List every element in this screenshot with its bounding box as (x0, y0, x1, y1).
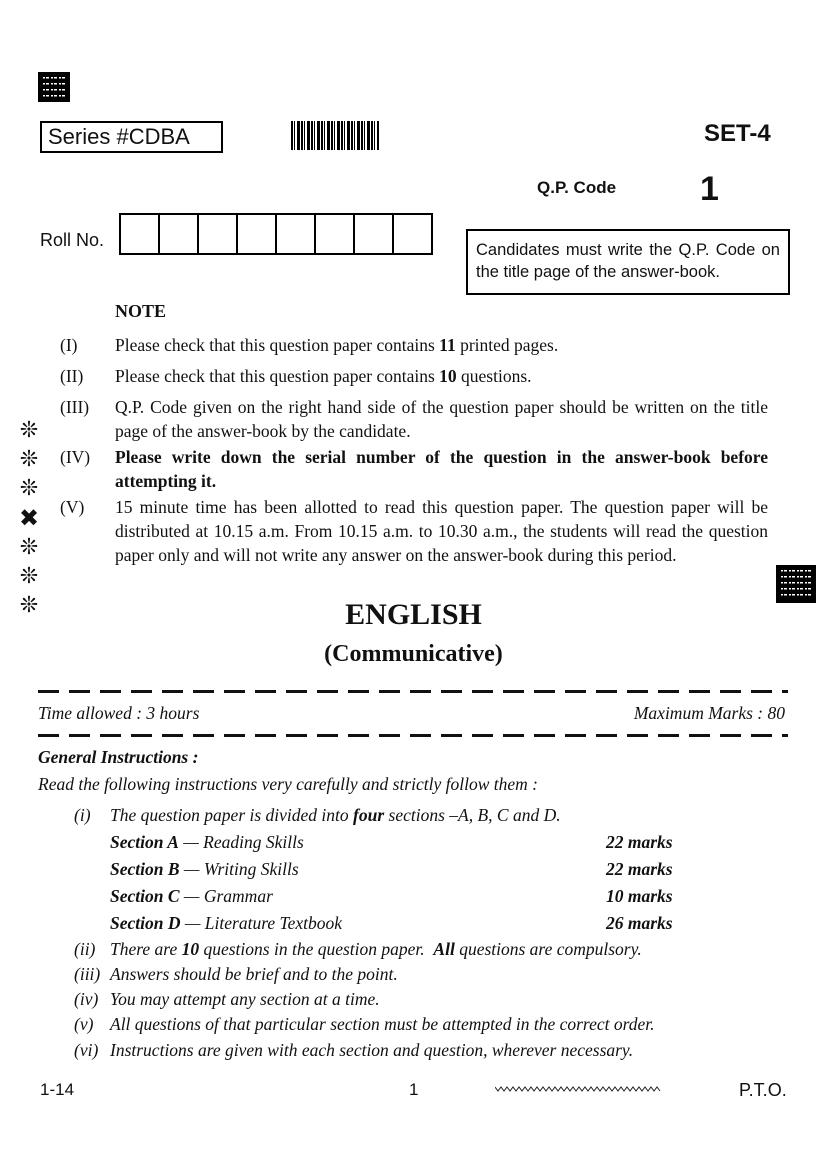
barcode-icon (291, 121, 379, 150)
asterisk-icon: ❊ (19, 564, 39, 589)
item-text: You may attempt any section at a time. (110, 989, 380, 1009)
instruction-item (74, 1013, 655, 1035)
item-text: printed pages. (455, 335, 559, 355)
instruction-item (74, 1039, 633, 1061)
section-name: Section A (110, 832, 179, 852)
candidate-note-box: Candidates must write the Q.P. Code on the title page of the answer-book. (466, 229, 790, 295)
maximum-marks: Maximum Marks : 80 (633, 703, 785, 723)
item-label: (iii) (74, 964, 101, 984)
item-text: sections –A, B, C and D. (384, 805, 561, 825)
qr-code-icon (38, 72, 70, 102)
item-text: Instructions are given with each section and question, wherever necessary. (110, 1040, 634, 1060)
item-text: The question paper is divided into (110, 805, 354, 825)
item-text: 15 minute time has been allotted to read this question paper. The question paper will be distributed at 10.15 a.m. From 10.15 a.m. to 10.30 a.m., the students will read the question paper only and will not write any answer on the answer-book during this period. (115, 497, 768, 565)
section-marks: 10 marks (606, 886, 673, 906)
note-item (60, 364, 768, 388)
item-text: Answers should be brief and to the point. (110, 964, 398, 984)
item-text: questions in the question paper. (199, 939, 434, 959)
dashed-divider (38, 690, 788, 693)
note-item (60, 445, 768, 493)
asterisk-icon: ❊ (19, 447, 39, 472)
general-instructions-intro: Read the following instructions very carefully and strictly follow them : (38, 774, 538, 794)
item-text: Q.P. Code given on the right hand side of the question paper should be written on the title page of the answer-book by the candidate. (115, 397, 768, 441)
set-label: SET-4 (704, 120, 771, 147)
note-title: NOTE (115, 301, 167, 321)
cross-icon: ✖ (18, 504, 40, 532)
section-name: Section D (110, 913, 181, 933)
qp-code-label: Q.P. Code (537, 178, 617, 197)
item-bold: All (433, 939, 455, 959)
item-bold: 11 (439, 335, 456, 355)
roll-no-label: Roll No. (40, 230, 105, 250)
section-desc: — Grammar (179, 886, 273, 906)
item-label: (ii) (74, 939, 96, 959)
pto-label: P.T.O. (739, 1080, 787, 1100)
item-bold: four (353, 805, 385, 825)
section-desc: — Writing Skills (179, 859, 299, 879)
subject-subtitle: (Communicative) (324, 641, 503, 667)
asterisk-icon: ❊ (19, 593, 39, 618)
item-label: (II) (60, 366, 84, 386)
instruction-item (74, 963, 398, 985)
note-item (60, 333, 768, 357)
general-instructions-title: General Instructions : (38, 747, 199, 767)
item-text: Please write down the serial number of the question in the answer-book before attempting it. (115, 447, 768, 491)
section-row (110, 885, 273, 907)
section-name: Section B (110, 859, 180, 879)
item-text: All questions of that particular section must be attempted in the correct order. (110, 1014, 655, 1034)
dashed-divider (38, 734, 788, 737)
item-label: (i) (74, 805, 91, 825)
instruction-item (74, 804, 561, 826)
item-label: (vi) (74, 1040, 99, 1060)
instruction-item (74, 988, 380, 1010)
item-text: Please check that this question paper contains (115, 366, 440, 386)
wavy-line-icon (495, 1085, 661, 1093)
section-row (110, 831, 304, 853)
asterisk-icon: ❊ (19, 535, 39, 560)
note-item (60, 395, 768, 443)
section-row (110, 858, 299, 880)
note-item (60, 495, 768, 567)
item-label: (iv) (74, 989, 99, 1009)
time-allowed: Time allowed : 3 hours (38, 703, 200, 723)
item-bold: 10 (439, 366, 457, 386)
item-label: (v) (74, 1014, 94, 1034)
section-desc: — Reading Skills (178, 832, 304, 852)
section-marks: 22 marks (606, 859, 673, 879)
qp-code-value: 1 (700, 170, 719, 208)
section-desc: — Literature Textbook (180, 913, 343, 933)
series-label: Series #CDBA (40, 121, 223, 153)
item-bold: 10 (181, 939, 200, 959)
item-text: Please check that this question paper contains (115, 335, 440, 355)
item-label: (V) (60, 497, 85, 517)
section-marks: 22 marks (606, 832, 673, 852)
item-label: (III) (60, 397, 90, 417)
page-number: 1 (409, 1080, 419, 1099)
roll-no-boxes[interactable] (119, 213, 433, 255)
instruction-item (74, 938, 642, 960)
subject-title: ENGLISH (345, 598, 482, 631)
section-name: Section C (110, 886, 180, 906)
asterisk-icon: ❊ (19, 476, 39, 501)
item-text: questions. (456, 366, 532, 386)
item-text: questions are compulsory. (454, 939, 642, 959)
item-label: (IV) (60, 447, 91, 467)
section-marks: 26 marks (606, 913, 673, 933)
section-row (110, 912, 342, 934)
item-label: (I) (60, 335, 78, 355)
asterisk-icon: ❊ (19, 418, 39, 443)
footer-code: 1-14 (40, 1080, 75, 1099)
item-text: There are (110, 939, 182, 959)
